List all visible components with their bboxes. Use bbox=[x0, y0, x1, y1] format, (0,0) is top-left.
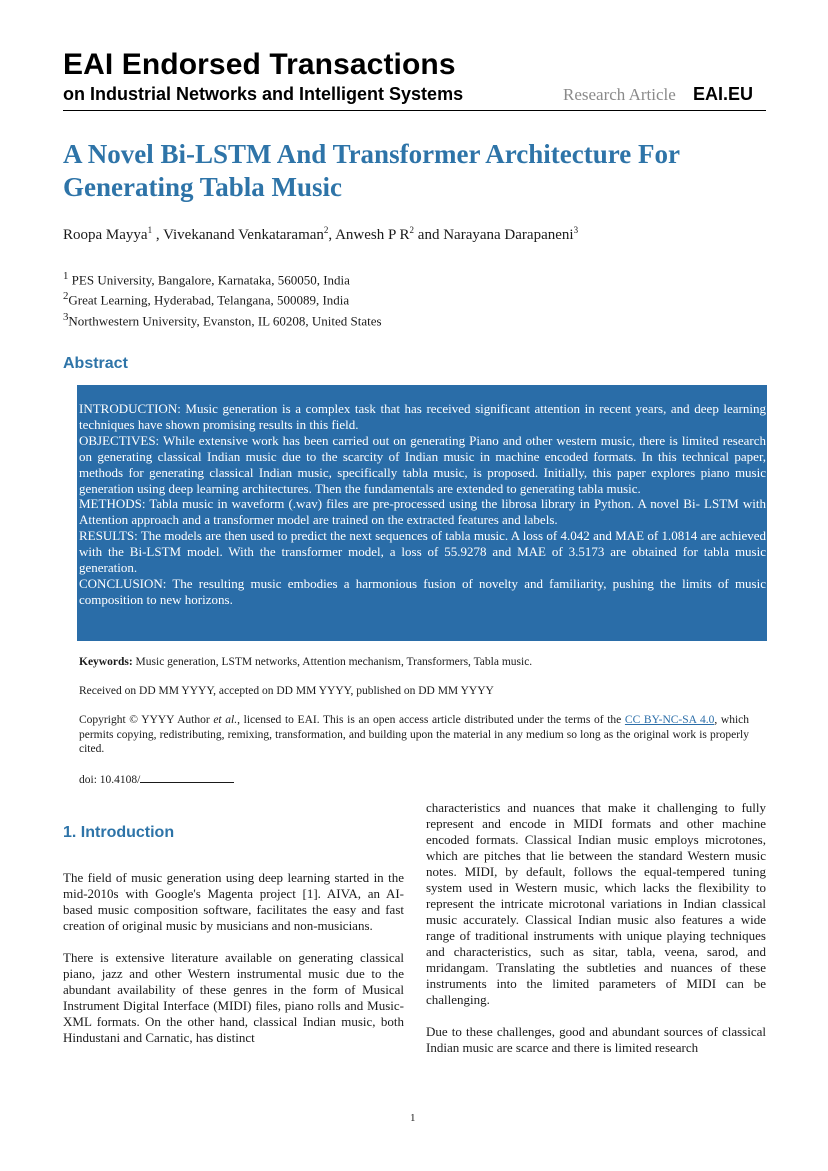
body-column-left bbox=[63, 870, 404, 1062]
body-paragraph: Due to these challenges, good and abundant sources of classical Indian music are scarce and there is limited research bbox=[426, 1024, 766, 1055]
abstract-objectives: OBJECTIVES: While extensive work has been carried out on generating Piano and other western music, there is limited research on generating classical Indian music due to the scarcity of Indian music in machine encoded formats. In this technical paper, methods for generating classical Indian music, specifically tabla music, is proposed. Initially, this paper explores piano music generation using deep learning architectures. Then the fundamentals are extended to generating tabla music. bbox=[79, 432, 766, 496]
affiliation-text: Great Learning, Hyderabad, Telangana, 500089, India bbox=[68, 292, 350, 308]
author-affiliation-mark: 1 bbox=[147, 225, 153, 235]
eai-logo[interactable]: EAI.EU bbox=[693, 84, 754, 104]
affiliation-mark: 3 bbox=[63, 310, 69, 323]
copyright-prefix: Copyright © YYYY Author bbox=[79, 714, 214, 726]
journal-title: EAI Endorsed Transactions bbox=[63, 48, 456, 81]
introduction-heading: 1. Introduction bbox=[63, 824, 175, 841]
journal-subtitle: on Industrial Networks and Intelligent Systems bbox=[63, 84, 464, 104]
author-name: Narayana Darapaneni bbox=[443, 227, 574, 243]
affiliation-item bbox=[63, 288, 382, 308]
author-name: Roopa Mayya bbox=[63, 227, 148, 243]
copyright-notice bbox=[79, 713, 749, 757]
author-name: Vivekanand Venkataraman bbox=[163, 227, 324, 243]
license-link[interactable]: CC BY-NC-SA 4.0 bbox=[624, 714, 715, 726]
affiliation-mark: 1 bbox=[63, 270, 69, 282]
author-list bbox=[63, 227, 578, 244]
affiliation-text: PES University, Bangalore, Karnataka, 560050, India bbox=[68, 272, 350, 288]
abstract-conclusion: CONCLUSION: The resulting music embodies a harmonious fusion of novelty and familiarity, pushing the limits of music composition to new horizons. bbox=[79, 575, 766, 607]
abstract-introduction: INTRODUCTION: Music generation is a complex task that has received significant attention in recent years, and deep learning techniques have shown promising results in this field. bbox=[79, 401, 766, 432]
copyright-middle: , licensed to EAI. This is an open access article distributed under the terms of the bbox=[237, 714, 625, 726]
author-affiliation-mark: 2 bbox=[409, 225, 415, 235]
copyright-etal: et al. bbox=[213, 714, 238, 726]
paper-title: A Novel Bi-LSTM And Transformer Architecture For Generating Tabla Music bbox=[63, 139, 680, 202]
body-column-right bbox=[426, 800, 766, 1072]
author-affiliation-mark: 3 bbox=[573, 225, 579, 235]
author-separator: , bbox=[152, 227, 164, 243]
doi-blank bbox=[140, 772, 234, 783]
affiliation-item bbox=[63, 268, 382, 288]
keywords-text: Music generation, LSTM networks, Attention mechanism, Transformers, Tabla music. bbox=[132, 656, 533, 668]
affiliation-text: Northwestern University, Evanston, IL 60208, United States bbox=[68, 312, 382, 328]
author-separator: , bbox=[328, 227, 336, 243]
author-name: Anwesh P R bbox=[335, 227, 410, 243]
body-paragraph: There is extensive literature available on generating classical piano, jazz and other Western instrumental music due to the abundant availability of these genres in the form of Musical Instrument Digital Interface (MIDI) files, piano rolls and Music-XML formats. On the other hand, classical Indian music, both Hindustani and Carnatic, has distinct bbox=[63, 950, 404, 1045]
abstract-box bbox=[77, 385, 767, 641]
author-separator: and bbox=[414, 227, 444, 243]
abstract-results: RESULTS: The models are then used to predict the next sequences of tabla music. A loss of 4.042 and MAE of 1.0814 are achieved with the Bi-LSTM model. With the transformer model, a loss of 55.9278 and MAE of 3.5173 are obtained for tabla music generation. bbox=[79, 528, 766, 576]
article-type-label: Research Article bbox=[563, 85, 676, 104]
affiliation-item bbox=[63, 309, 382, 329]
keywords-label: Keywords: bbox=[79, 656, 133, 668]
header-rule bbox=[63, 110, 766, 111]
received-dates: Received on DD MM YYYY, accepted on DD MM YYYY, published on DD MM YYYY bbox=[79, 685, 494, 697]
abstract-methods: METHODS: Tabla music in waveform (.wav) files are pre-processed using the librosa library in Python. A novel Bi- LSTM with Attention approach and a transformer model are trained on the extracted features and labels. bbox=[79, 496, 766, 528]
affiliation-mark: 2 bbox=[63, 290, 69, 303]
keywords bbox=[79, 656, 532, 668]
author-affiliation-mark: 2 bbox=[323, 225, 329, 235]
body-paragraph: characteristics and nuances that make it challenging to fully represent and encode in MIDI formats and other machine encoded formats. Classical Indian music employs microtones, which are pitches that lie between the standard Western music notes. MIDI, by default, follows the equal-tempered tuning system used in Western music, which lacks the flexibility to represent the intricate microtonal variations in Indian classical music accurately. Classical Indian music also features a wide range of traditional instruments with unique playing techniques and characteristics, such as sitar, tabla, veena, sarod, and mridangam. Translating the subtleties and nuances of these instruments into the limited parameters of MIDI can be challenging. bbox=[426, 800, 766, 1007]
affiliation-list bbox=[63, 268, 382, 329]
doi bbox=[79, 772, 234, 786]
copyright-suffix: , which permits copying, redistributing, remixing, transformation, and building upon the material in any medium so long as the original work is properly cited. bbox=[79, 714, 749, 755]
body-paragraph: The field of music generation using deep learning started in the mid-2010s with Google's Magenta project [1]. AIVA, an AI-based music composition software, facilitates the easy and fast creation of original music by musicians and non-musicians. bbox=[63, 870, 404, 933]
doi-text: doi: 10.4108/ bbox=[79, 774, 141, 786]
abstract-heading: Abstract bbox=[63, 355, 128, 372]
page-number: 1 bbox=[410, 1112, 416, 1124]
